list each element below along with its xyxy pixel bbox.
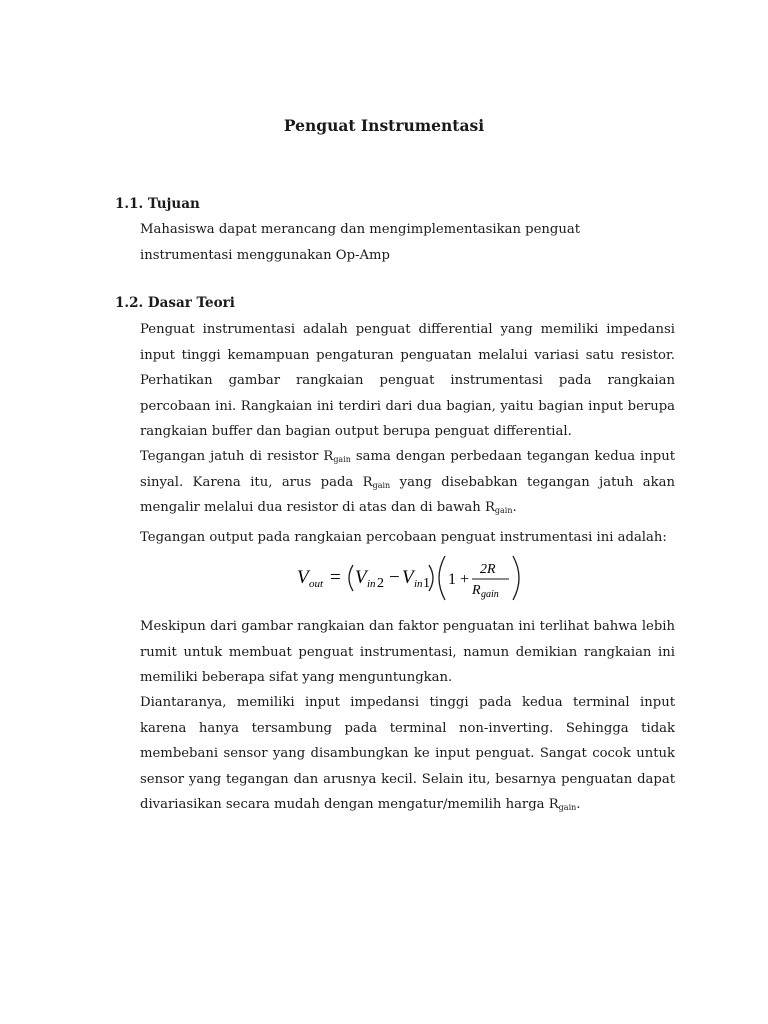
text-part: Tegangan jatuh di resistor R bbox=[140, 449, 334, 464]
formula-equals: = bbox=[330, 567, 341, 588]
formula-vin1-sub: in bbox=[414, 578, 423, 590]
paren-left-2 bbox=[439, 556, 445, 600]
formula-den: R bbox=[472, 583, 481, 598]
gain-formula bbox=[295, 553, 535, 605]
dasar-teori-paragraph-3 bbox=[140, 525, 675, 551]
tujuan-text: Mahasiswa dapat merancang dan mengimplementasikan penguat instrumentasi menggunakan Op-Amp bbox=[140, 222, 581, 263]
subscript-gain: gain bbox=[372, 480, 391, 490]
subscript-gain: gain bbox=[333, 455, 351, 464]
formula-vout: V bbox=[297, 567, 309, 588]
paragraph-meskipun: Meskipun dari gambar rangkaian dan faktor penguatan ini terlihat bahwa lebih rumit untuk membuat penguat instrumentasi, namun demikian rangkaian ini memiliki beberapa sifat yang menguntungkan. bbox=[140, 619, 675, 685]
formula-minus: − bbox=[389, 567, 400, 588]
text-part: yang disebabkan tegangan jatuh akan mengalir melalui dua resistor di atas dan di bawah R bbox=[140, 474, 675, 515]
page-title: Penguat Instrumentasi bbox=[283, 116, 485, 135]
formula-svg bbox=[295, 553, 535, 605]
section-heading-tujuan: 1.1. Tujuan bbox=[115, 196, 200, 212]
formula-vin1-num: 1 bbox=[423, 576, 430, 591]
formula-vin1: V bbox=[402, 567, 414, 588]
dasar-teori-paragraph-2 bbox=[140, 444, 675, 521]
paren-left-1 bbox=[349, 565, 353, 591]
paragraph-diantaranya bbox=[140, 690, 675, 818]
paren-right-2 bbox=[513, 556, 519, 600]
tujuan-paragraph bbox=[140, 217, 675, 268]
formula-one: 1 bbox=[448, 571, 456, 588]
dasar-teori-paragraph-1 bbox=[140, 317, 675, 445]
formula-plus: + bbox=[460, 571, 470, 588]
formula-vin2-sub: in bbox=[367, 578, 376, 590]
subscript-gain: gain bbox=[494, 506, 513, 515]
formula-intro: Tegangan output pada rangkaian percobaan penguat instrumentasi ini adalah: bbox=[140, 530, 667, 545]
formula-vout-sub: out bbox=[309, 578, 324, 590]
formula-vin2-num: 2 bbox=[377, 576, 384, 591]
text-part: sama dengan perbedaan tegangan kedua input sinyal. Karena itu, arus pada R bbox=[140, 449, 675, 490]
subscript-gain: gain bbox=[558, 803, 577, 812]
text-part: Diantaranya, memiliki input impedansi tinggi pada kedua terminal input karena hanya tersambung pada terminal non-inverting. Sehingga tidak membebani sensor yang disambungkan ke input penguat. Sangat cocok untuk sensor yang tegangan dan arusnya kecil. Selain itu, besarnya penguatan dapat divariasikan secara mudah dengan mengatur/memilih harga R bbox=[140, 695, 675, 812]
section-heading-dasar-teori: 1.2. Dasar Teori bbox=[115, 295, 235, 311]
formula-numerator: 2R bbox=[480, 562, 496, 577]
formula-den-sub: gain bbox=[481, 589, 499, 600]
dasar-teori-paragraph-4 bbox=[140, 614, 675, 691]
text-part: . bbox=[576, 797, 581, 812]
paragraph-rgain bbox=[140, 444, 675, 521]
text-part: . bbox=[512, 500, 517, 515]
dasar-teori-paragraph-5 bbox=[140, 690, 675, 818]
paragraph-intro: Penguat instrumentasi adalah penguat differential yang memiliki impedansi input tinggi kemampuan pengaturan penguatan melalui variasi satu resistor. Perhatikan gambar rangkaian penguat instrumentasi pada rangkaian percobaan ini. Rangkaian ini terdiri dari dua bagian, yaitu bagian input berupa rangkaian buffer dan bagian output berupa penguat differential. bbox=[140, 322, 675, 439]
formula-vin2: V bbox=[355, 567, 367, 588]
